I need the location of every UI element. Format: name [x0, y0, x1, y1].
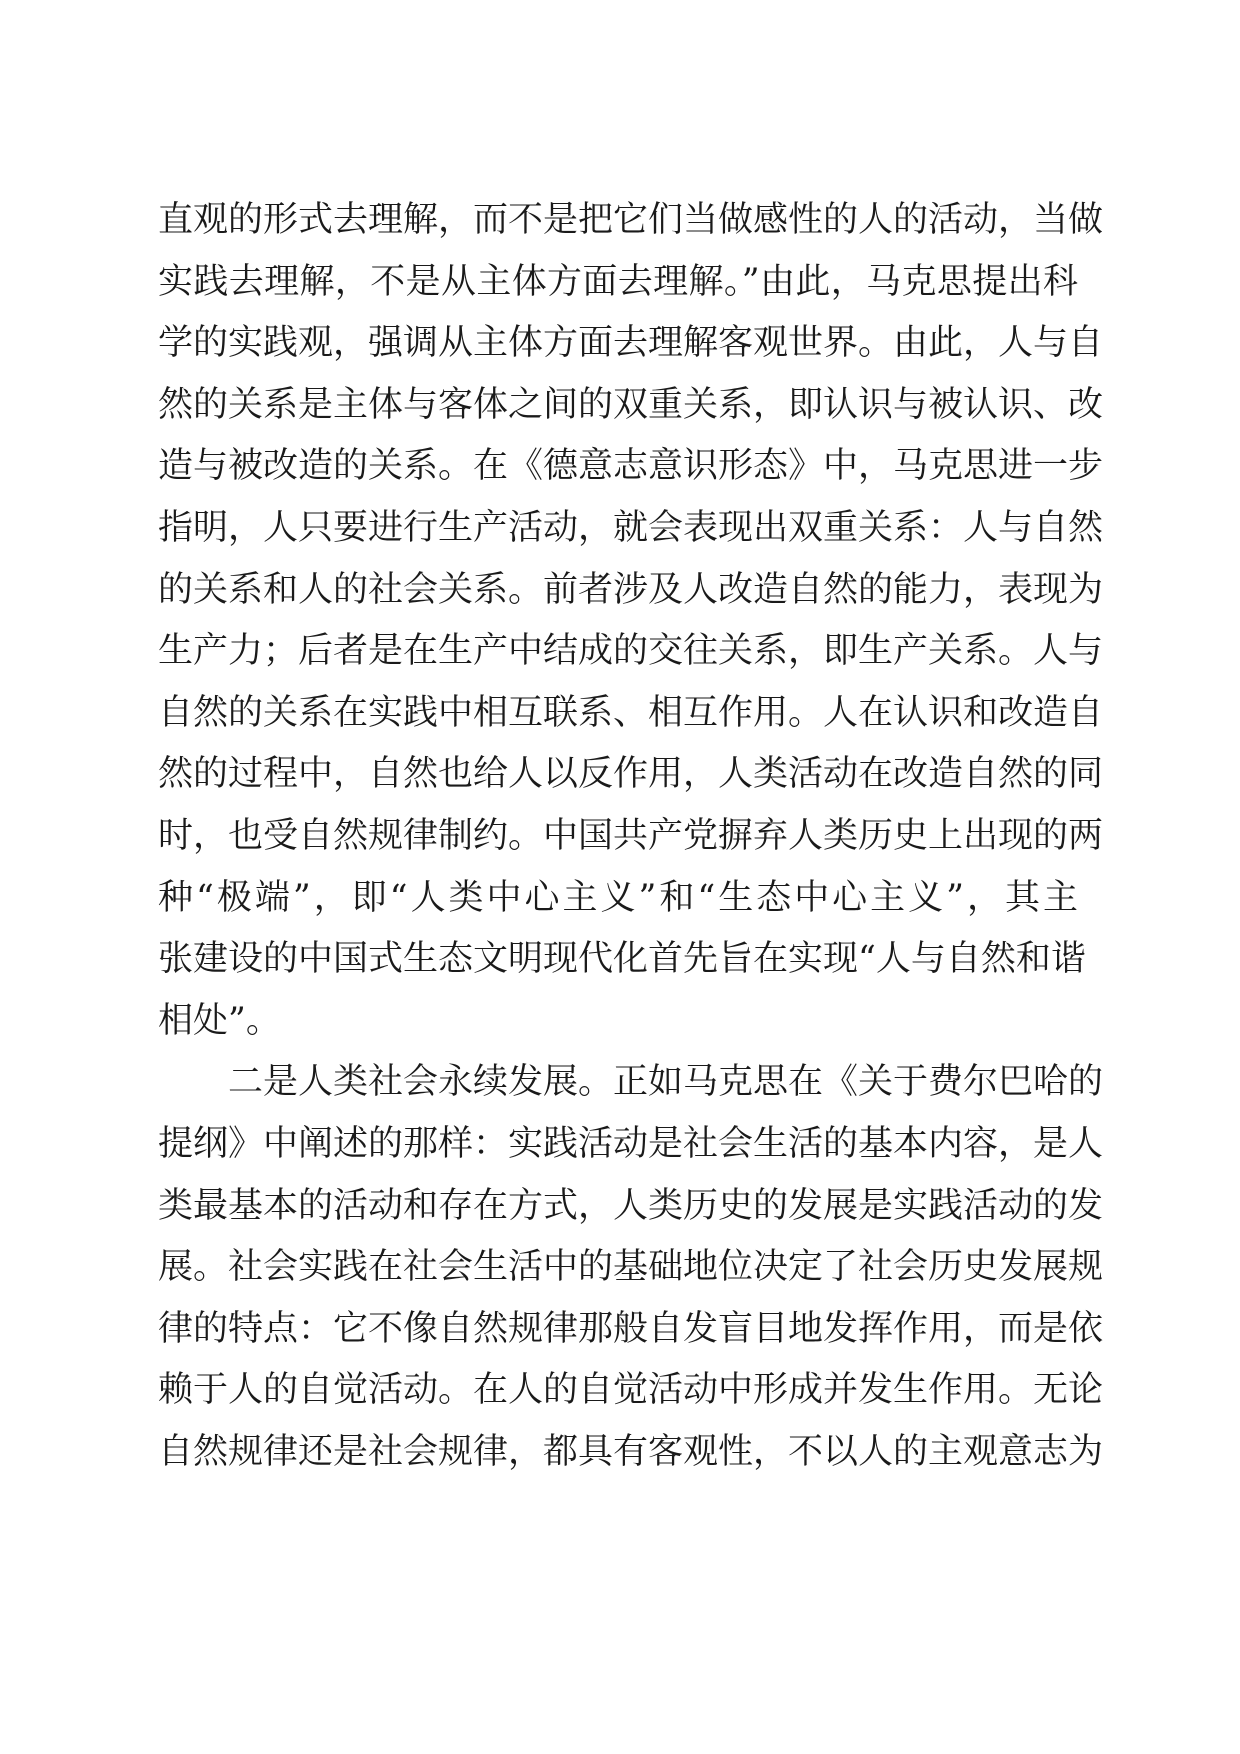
text-line: 展。社会实践在社会生活中的基础地位决定了社会历史发展规 [158, 1247, 1104, 1288]
text-line: 张建设的中国式生态文明现代化首先旨在实现“人与自然和谐 [158, 939, 1086, 980]
text-line: 自然的关系在实践中相互联系、相互作用。人在认识和改造自 [158, 692, 1104, 733]
text-line: 二是人类社会永续发展。正如马克思在《关于费尔巴哈的 [158, 1062, 1104, 1103]
text-line: 然的关系是主体与客体之间的双重关系，即认识与被认识、改 [158, 384, 1104, 425]
text-line: 然的过程中，自然也给人以反作用，人类活动在改造自然的同 [158, 754, 1104, 795]
text-line: 的关系和人的社会关系。前者涉及人改造自然的能力，表现为 [158, 569, 1104, 610]
text-line: 相处”。 [158, 1000, 281, 1041]
paragraph [158, 1052, 1104, 1483]
text-line: 律的特点：它不像自然规律那般自发盲目地发挥作用，而是依 [158, 1308, 1104, 1349]
text-line: 时，也受自然规律制约。中国共产党摒弃人类历史上出现的两 [158, 815, 1104, 856]
text-line: 直观的形式去理解，而不是把它们当做感性的人的活动，当做 [158, 200, 1104, 240]
paragraph [158, 190, 1104, 1052]
text-line: 类最基本的活动和存在方式，人类历史的发展是实践活动的发 [158, 1185, 1104, 1226]
text-line: 学的实践观，强调从主体方面去理解客观世界。由此，人与自 [158, 323, 1104, 364]
text-line: 生产力；后者是在生产中结成的交往关系，即生产关系。人与 [158, 631, 1104, 672]
text-line: 指明，人只要进行生产活动，就会表现出双重关系：人与自然 [158, 507, 1104, 548]
text-line: 赖于人的自觉活动。在人的自觉活动中形成并发生作用。无论 [158, 1370, 1104, 1411]
text-line: 自然规律还是社会规律，都具有客观性，不以人的主观意志为 [158, 1431, 1104, 1472]
text-line: 造与被改造的关系。在《德意志意识形态》中，马克思进一步 [158, 446, 1104, 487]
text-line: 提纲》中阐述的那样：实践活动是社会生活的基本内容，是人 [158, 1123, 1104, 1164]
body-text [158, 190, 1104, 1483]
text-line: 种“极端”，即“人类中心主义”和“生态中心主义”，其主 [158, 877, 1078, 918]
text-line: 实践去理解，不是从主体方面去理解。”由此，马克思提出科 [158, 261, 1078, 302]
